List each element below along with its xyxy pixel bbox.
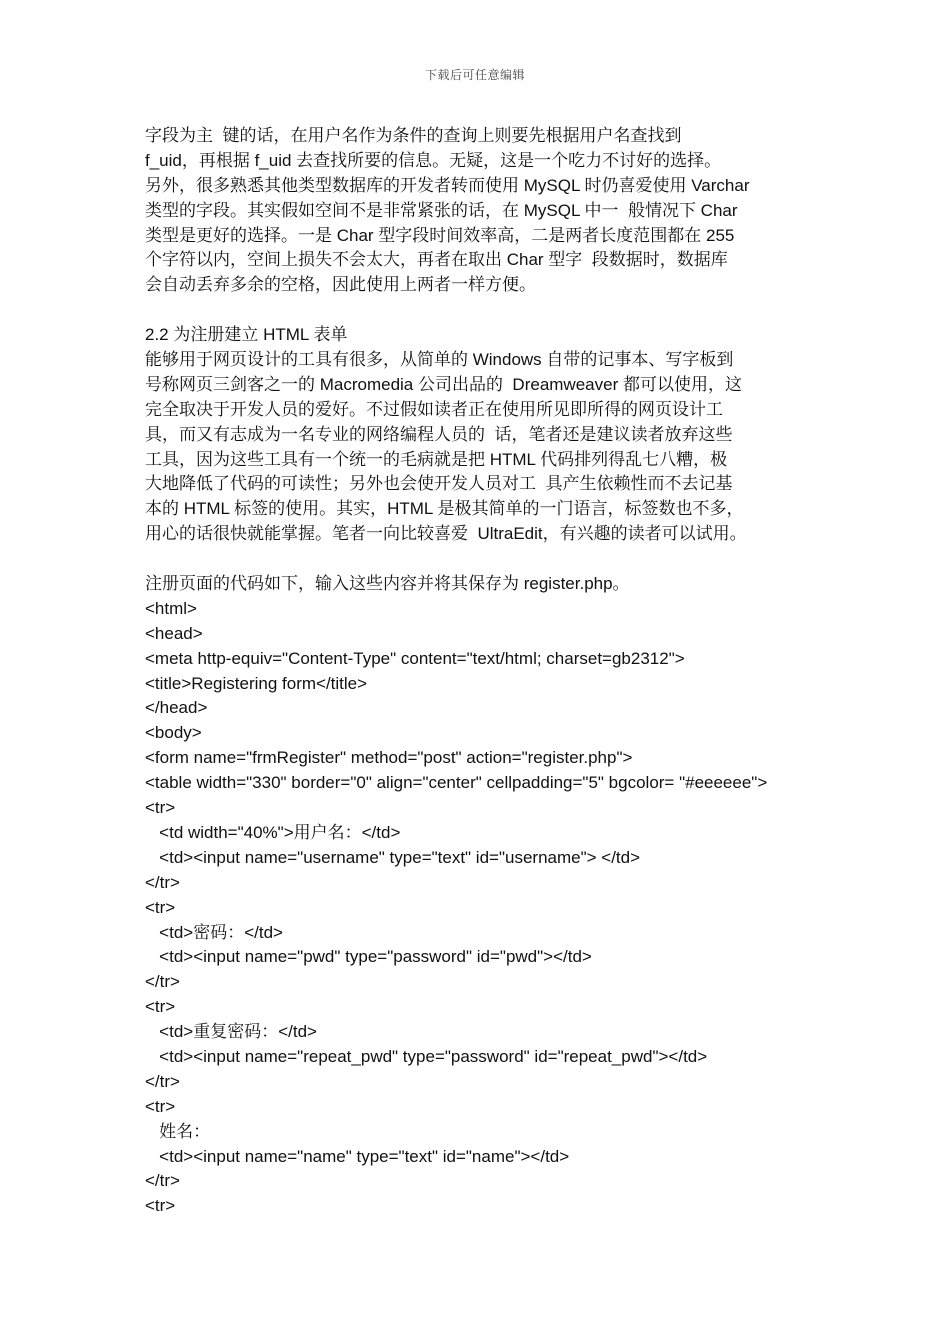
code-listing: [145, 597, 835, 1219]
code-line: </head>: [145, 698, 208, 718]
code-line: <tr>: [145, 798, 176, 818]
paragraph-spacer: [145, 298, 835, 323]
paragraph-spacer: [145, 547, 835, 572]
code-line: <tr>: [145, 1196, 176, 1216]
document-body: [145, 124, 835, 1219]
code-line: <head>: [145, 623, 203, 643]
text-line: f_uid，再根据 f_uid 去查找所要的信息。无疑，这是一个吃力不讨好的选择。: [145, 150, 722, 170]
code-line: <tr>: [145, 897, 176, 917]
code-line: <meta http-equiv="Content-Type" content="text/html; charset=gb2312">: [145, 648, 685, 668]
text-line: 用心的话很快就能掌握。笔者一向比较喜爱 UltraEdit，有兴趣的读者可以试用。: [145, 524, 747, 544]
text-line: 完全取决于开发人员的爱好。不过假如读者正在使用所见即所得的网页设计工: [145, 399, 723, 419]
code-line: <form name="frmRegister" method="post" action="register.php">: [145, 748, 633, 768]
code-line: <body>: [145, 723, 202, 743]
code-line: <html>: [145, 598, 197, 618]
text-line: 具，而又有志成为一名专业的网络编程人员的 话，笔者还是建议读者放弃这些: [145, 424, 733, 444]
text-line: 另外，很多熟悉其他类型数据库的开发者转而使用 MySQL 时仍喜爱使用 Varchar: [145, 175, 750, 195]
text-line: 大地降低了代码的可读性；另外也会使开发人员对工 具产生依赖性而不去记基: [145, 474, 733, 494]
code-line: <td>重复密码：</td>: [145, 1022, 317, 1042]
code-line: </tr>: [145, 972, 180, 992]
code-line: <title>Registering form</title>: [145, 673, 368, 693]
text-line: 工具，因为这些工具有一个统一的毛病就是把 HTML 代码排列得乱七八糟，极: [145, 449, 728, 469]
text-line: 能够用于网页设计的工具有很多，从简单的 Windows 自带的记事本、写字板到: [145, 350, 734, 370]
code-line: <td><input name="pwd" type="password" id="pwd"></td>: [145, 947, 592, 967]
text-line: 号称网页三剑客之一的 Macromedia 公司出品的 Dreamweaver 都可以使用，这: [145, 374, 742, 394]
code-line: </tr>: [145, 1071, 180, 1091]
text-line: 个字符以内，空间上损失不会太大，再者在取出 Char 型字 段数据时，数据库: [145, 250, 728, 270]
code-intro: 注册页面的代码如下，输入这些内容并将其保存为 register.php。: [145, 574, 630, 594]
text-line: 类型是更好的选择。一是 Char 型字段时间效率高，二是两者长度范围都在 255: [145, 225, 735, 245]
paragraph-datatype-discussion: [145, 124, 835, 298]
code-line: </tr>: [145, 872, 180, 892]
paragraph-html-tools: [145, 348, 835, 547]
section-heading: 2.2 为注册建立 HTML 表单: [145, 325, 348, 345]
code-line: <table width="330" border="0" align="center" cellpadding="5" bgcolor= "#eeeeee">: [145, 773, 768, 793]
code-line: 姓名：: [145, 1121, 211, 1141]
code-line: </tr>: [145, 1171, 180, 1191]
text-line: 字段为主 键的话，在用户名作为条件的查询上则要先根据用户名查找到: [145, 126, 682, 145]
code-line: <td><input name="repeat_pwd" type="password" id="repeat_pwd"></td>: [145, 1046, 708, 1066]
code-line: <td><input name="username" type="text" id="username"> </td>: [145, 847, 641, 867]
text-line: 本的 HTML 标签的使用。其实，HTML 是极其简单的一门语言，标签数也不多，: [145, 499, 744, 519]
text-line: 会自动丢弃多余的空格，因此使用上两者一样方便。: [145, 275, 536, 295]
code-line: <td width="40%">用户名：</td>: [145, 822, 401, 842]
code-line: <td><input name="name" type="text" id="name"></td>: [145, 1146, 570, 1166]
text-line: 类型的字段。其实假如空间不是非常紧张的话，在 MySQL 中一 般情况下 Char: [145, 200, 738, 220]
code-line: <tr>: [145, 997, 176, 1017]
page-header: 下载后可任意编辑: [424, 68, 525, 82]
code-line: <td>密码：</td>: [145, 922, 283, 942]
code-line: <tr>: [145, 1096, 176, 1116]
